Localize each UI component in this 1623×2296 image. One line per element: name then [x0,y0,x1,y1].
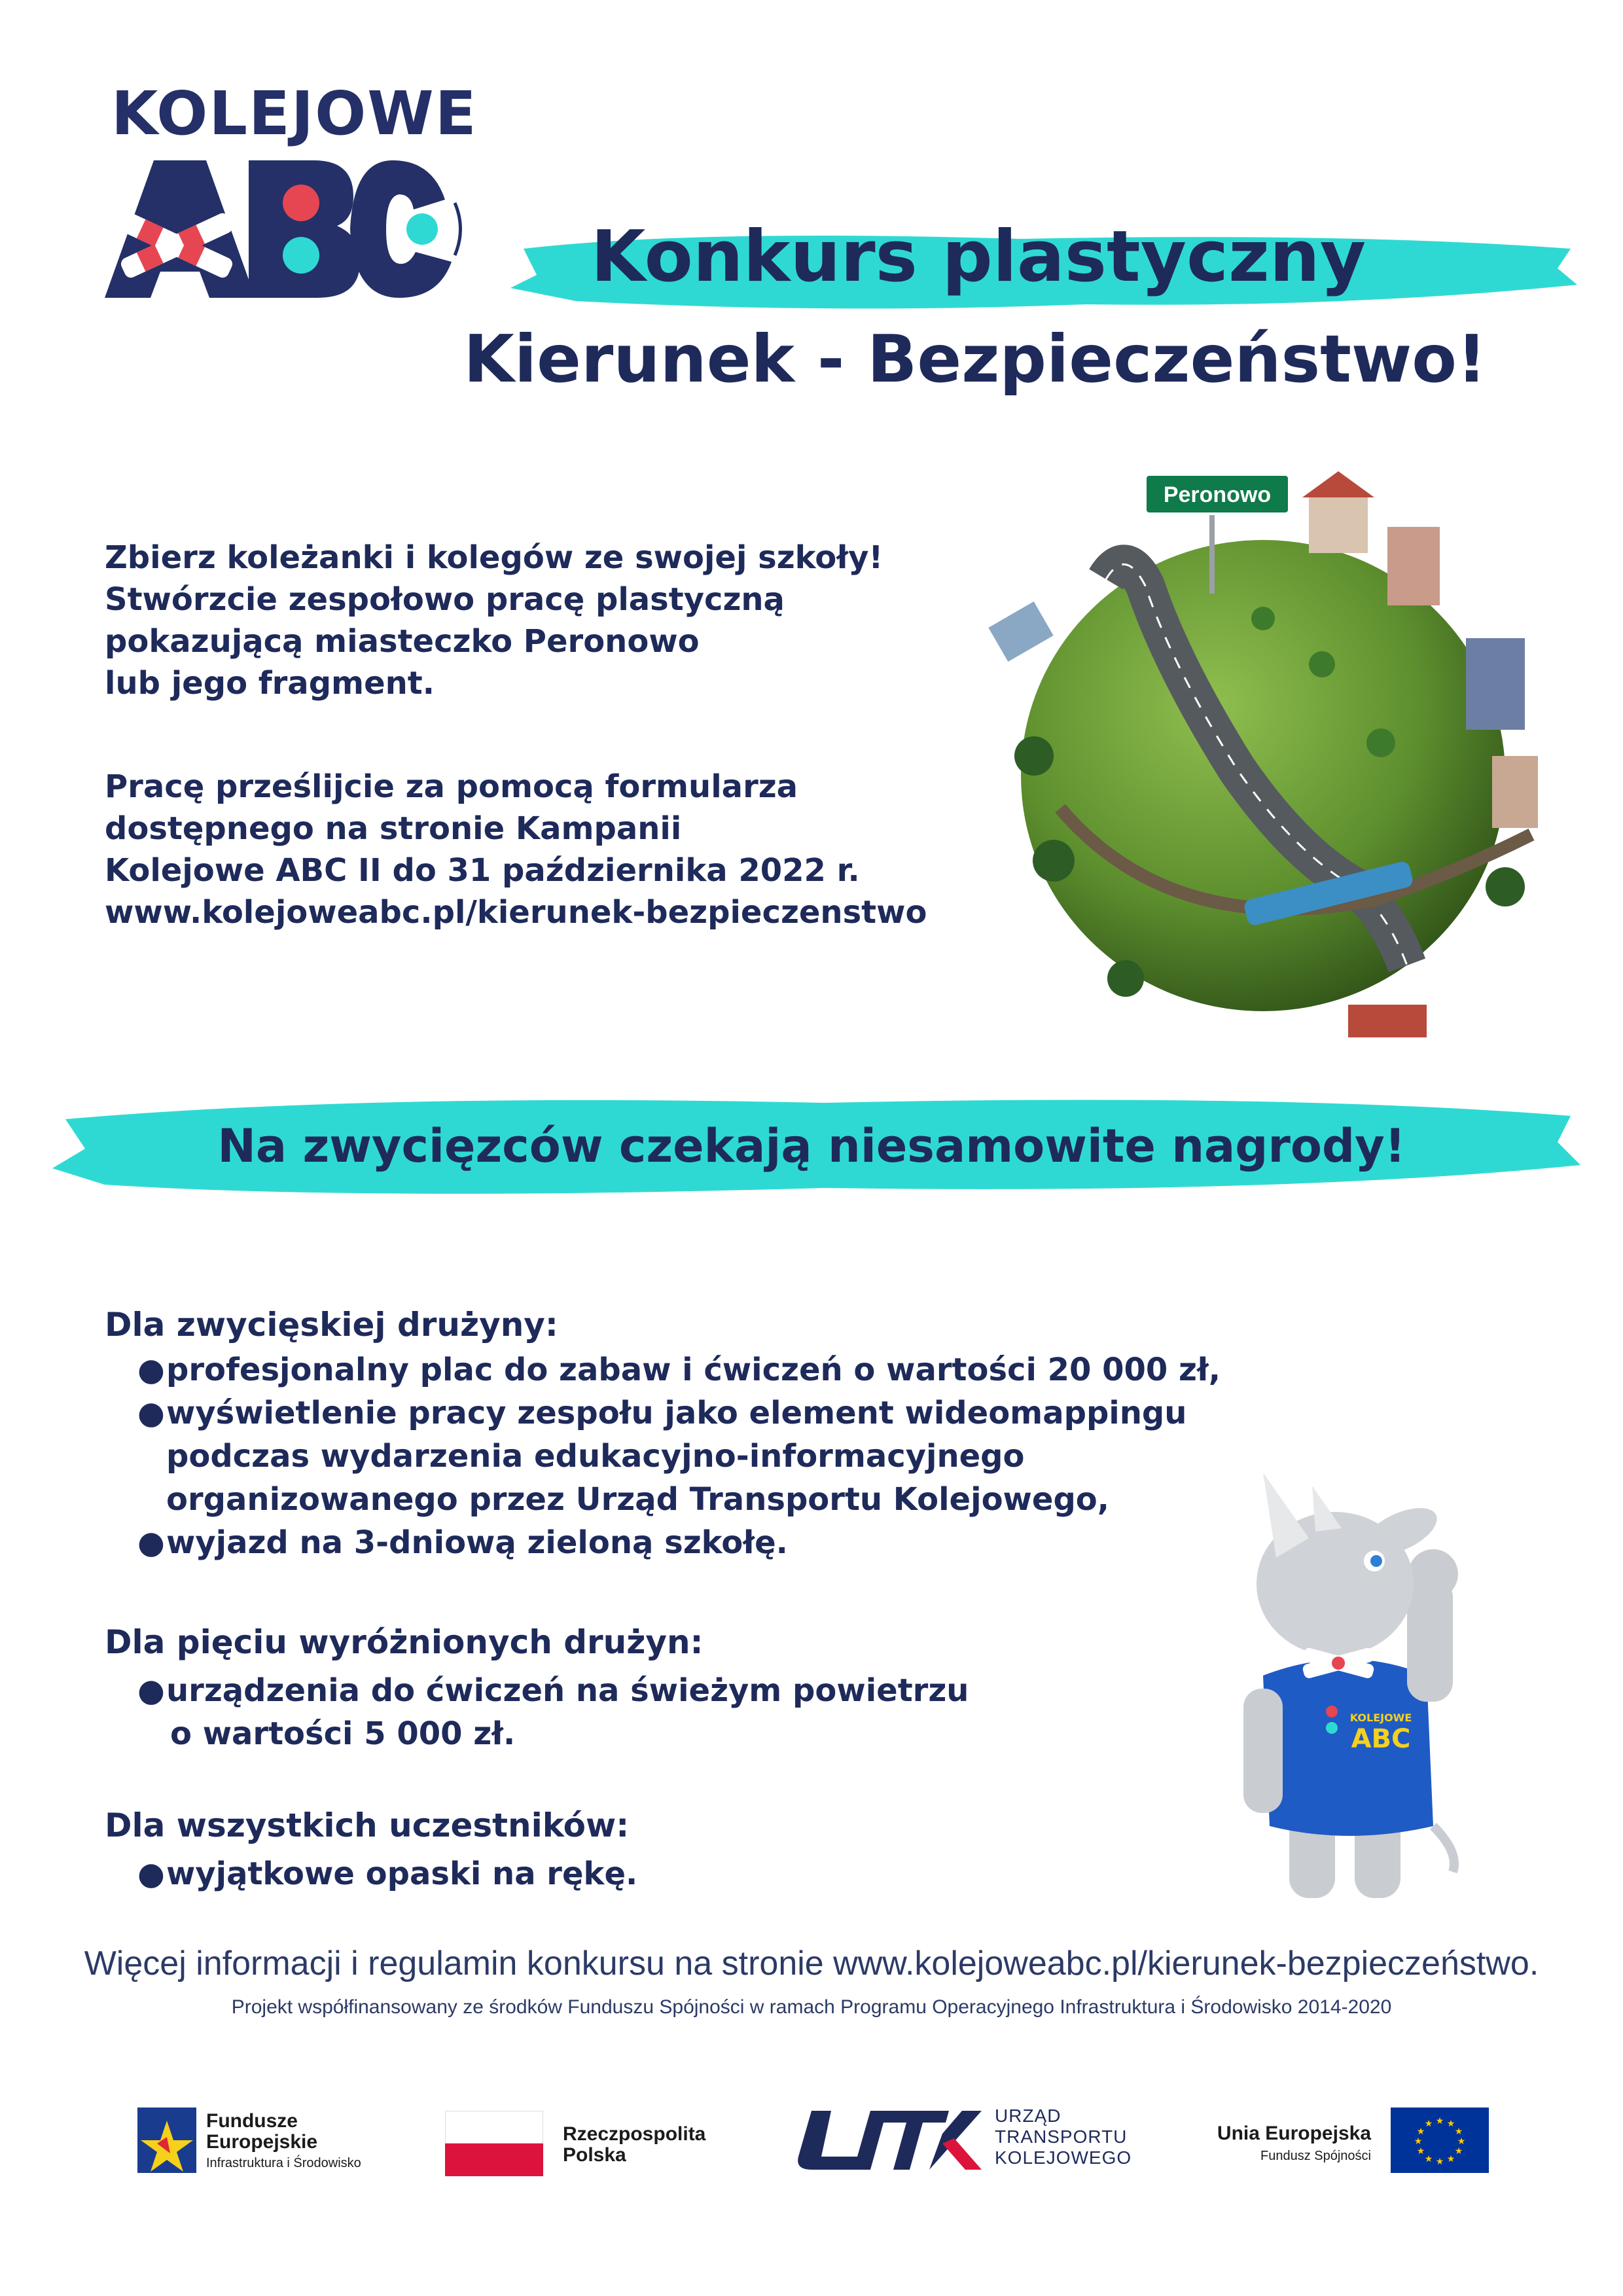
svg-text:★: ★ [1435,2116,1444,2126]
ue-line-1: Unia Europejska [1217,2123,1371,2144]
svg-text:★: ★ [1424,2119,1433,2129]
utk-line-2: TRANSPORTU [995,2126,1128,2147]
svg-text:★: ★ [1446,2119,1455,2129]
rp-line-1: Rzeczpospolita [563,2123,706,2145]
list-item: ●wyjątkowe opaski na rękę. [137,1856,638,1892]
all-participants-heading: Dla wszystkich uczestników: [105,1806,630,1844]
page-title-line-1: Konkurs plastyczny [590,216,1366,298]
ue-line-2: Fundusz Spójności [1260,2149,1371,2163]
svg-text:★: ★ [1457,2136,1466,2147]
fe-line-2: Europejskie [206,2131,318,2153]
polish-flag-icon [445,2111,543,2176]
winner-prize-list [137,1348,1221,1564]
winner-heading: Dla zwycięskiej drużyny: [105,1306,558,1344]
shirt-logo-top: KOLEJOWE [1349,1712,1412,1724]
list-item-continuation: o wartości 5 000 zł. [170,1715,516,1752]
peronowo-sign-text: Peronowo [1163,482,1272,507]
list-item: ●wyświetlenie pracy zespołu jako element wideomappingu [137,1395,1187,1431]
rzeczpospolita-polska-logo [445,2104,746,2176]
intro-paragraph-1 [105,537,883,704]
intro-paragraph-2 [105,766,927,933]
svg-text:★: ★ [1446,2154,1455,2164]
list-item: ●wyjazd na 3-dniową zieloną szkołę. [137,1524,788,1561]
intro-line: dostępnego na stronie Kampanii [105,810,682,847]
rhino-mascot-illustration [1217,1460,1479,1918]
svg-text:★: ★ [1416,2126,1425,2137]
shirt-logo-main: ABC [1351,1724,1411,1754]
all-participants-prize-list [137,1852,637,1895]
unia-europejska-logo [1204,2104,1492,2176]
campaign-link[interactable]: www.kolejoweabc.pl/kierunek-bezpieczenstwo [105,894,927,931]
list-item-continuation: organizowanego przez Urząd Transportu Kolejowego, [166,1481,1110,1518]
list-item: ●profesjonalny plac do zabaw i ćwiczeń o wartości 20 000 zł, [137,1352,1221,1388]
svg-text:★: ★ [1454,2146,1463,2157]
fe-line-1: Fundusze [206,2110,298,2132]
intro-line: Zbierz koleżanki i kolegów ze swojej szkoły! [105,539,883,576]
intro-line: Pracę prześlijcie za pomocą formularza [105,768,798,805]
utk-logo [785,2104,1165,2176]
intro-line: pokazującą miasteczko Peronowo [105,623,700,660]
intro-line: lub jego fragment. [105,665,435,702]
fundusze-europejskie-logo [137,2104,412,2176]
distinguished-prize-list [137,1669,969,1755]
eu-flag-icon [1391,2108,1489,2173]
peronowo-globe-illustration [955,468,1584,1044]
footer-info-text: Więcej informacji i regulamin konkursu na stronie www.kolejoweabc.pl/kierunek-bezpieczeństwo. [84,1945,1539,1982]
intro-line: Kolejowe ABC II do 31 października 2022 r. [105,852,860,889]
fe-line-3: Infrastruktura i Środowisko [206,2156,361,2170]
footer-project-text: Projekt współfinansowany ze środków Funduszu Spójności w ramach Programu Operacyjnego Infrastruktura i Środowisko 2014-2020 [231,1996,1392,2018]
utk-mark-icon [785,2104,982,2176]
distinguished-heading: Dla pięciu wyróżnionych drużyn: [105,1623,704,1661]
list-item-continuation: podczas wydarzenia edukacyjno-informacyjnego [166,1438,1025,1475]
page-title-line-2: Kierunek - Bezpieczeństwo! [463,321,1487,397]
rp-line-2: Polska [563,2144,626,2166]
svg-text:★: ★ [1424,2154,1433,2164]
utk-line-1: URZĄD [995,2106,1061,2126]
utk-line-3: KOLEJOWEGO [995,2147,1132,2168]
svg-text:★: ★ [1454,2126,1463,2137]
intro-line: Stwórzcie zespołowo pracę plastyczną [105,581,785,618]
svg-text:★: ★ [1416,2146,1425,2157]
prizes-heading: Na zwycięzców czekają niesamowite nagrody! [217,1119,1406,1173]
fe-star-icon [137,2108,196,2173]
svg-text:★: ★ [1414,2136,1423,2147]
logo-kolejowe-text: KOLEJOWE [111,79,478,149]
list-item: ●urządzenia do ćwiczeń na świeżym powietrzu [137,1672,969,1709]
svg-text:★: ★ [1435,2157,1444,2167]
